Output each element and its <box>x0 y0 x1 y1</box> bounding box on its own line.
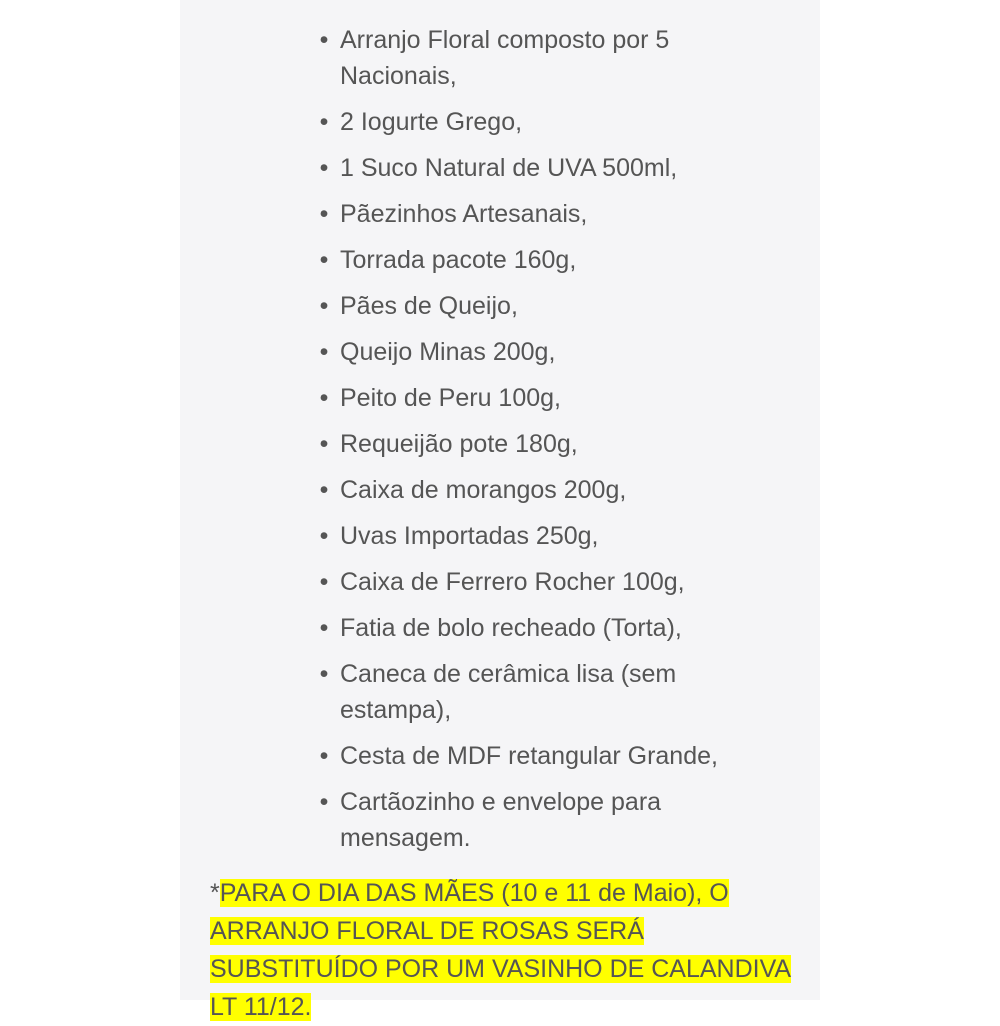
bullet-icon: • <box>319 292 329 320</box>
list-item <box>318 22 778 94</box>
list-item <box>318 196 778 232</box>
list-item-text: Pães de Queijo, <box>340 292 518 320</box>
bullet-icon: • <box>319 522 329 550</box>
list-item-text: 2 Iogurte Grego, <box>340 108 523 136</box>
list-item <box>318 656 778 728</box>
bullet-icon: • <box>319 788 329 816</box>
bullet-icon: • <box>319 430 329 458</box>
list-item-text: 1 Suco Natural de UVA 500ml, <box>340 154 678 182</box>
list-item-text: Caneca de cerâmica lisa (sem estampa), <box>340 660 677 724</box>
list-item <box>318 334 778 370</box>
list-item <box>318 472 778 508</box>
list-item-text: Fatia de bolo recheado (Torta), <box>340 614 682 642</box>
list-item <box>318 564 778 600</box>
list-item <box>318 288 778 324</box>
bullet-icon: • <box>319 246 329 274</box>
list-item-text: Torrada pacote 160g, <box>340 246 577 274</box>
list-item-text: Cartãozinho e envelope para mensagem. <box>340 788 662 852</box>
bullet-icon: • <box>319 338 329 366</box>
list-item-text: Peito de Peru 100g, <box>340 384 561 412</box>
list-item-text: Uvas Importadas 250g, <box>340 522 599 550</box>
list-item <box>318 380 778 416</box>
list-item <box>318 104 778 140</box>
mothers-day-note <box>210 874 810 1026</box>
list-item <box>318 610 778 646</box>
bullet-icon: • <box>319 660 329 688</box>
list-item <box>318 738 778 774</box>
list-item-text: Arranjo Floral composto por 5 Nacionais, <box>340 26 670 90</box>
note-prefix: * <box>210 879 220 907</box>
list-item-text: Caixa de Ferrero Rocher 100g, <box>340 568 685 596</box>
list-item-text: Requeijão pote 180g, <box>340 430 578 458</box>
bullet-icon: • <box>319 568 329 596</box>
bullet-icon: • <box>319 742 329 770</box>
list-item <box>318 150 778 186</box>
bullet-icon: • <box>319 26 329 54</box>
list-item <box>318 426 778 462</box>
bullet-icon: • <box>319 108 329 136</box>
note-highlighted-text: PARA O DIA DAS MÃES (10 e 11 de Maio), O ARRANJO FLORAL DE ROSAS SERÁ SUBSTITUÍDO POR UM VASINHO DE CALANDIVA LT 11/12. <box>210 879 792 1021</box>
list-item-text: Caixa de morangos 200g, <box>340 476 627 504</box>
bullet-icon: • <box>319 154 329 182</box>
list-item-text: Pãezinhos Artesanais, <box>340 200 588 228</box>
list-item-text: Cesta de MDF retangular Grande, <box>340 742 718 770</box>
bullet-icon: • <box>319 476 329 504</box>
product-list <box>318 22 778 866</box>
bullet-icon: • <box>319 384 329 412</box>
list-item <box>318 518 778 554</box>
list-item-text: Queijo Minas 200g, <box>340 338 556 366</box>
list-item <box>318 242 778 278</box>
bullet-icon: • <box>319 200 329 228</box>
bullet-icon: • <box>319 614 329 642</box>
list-item <box>318 784 778 856</box>
